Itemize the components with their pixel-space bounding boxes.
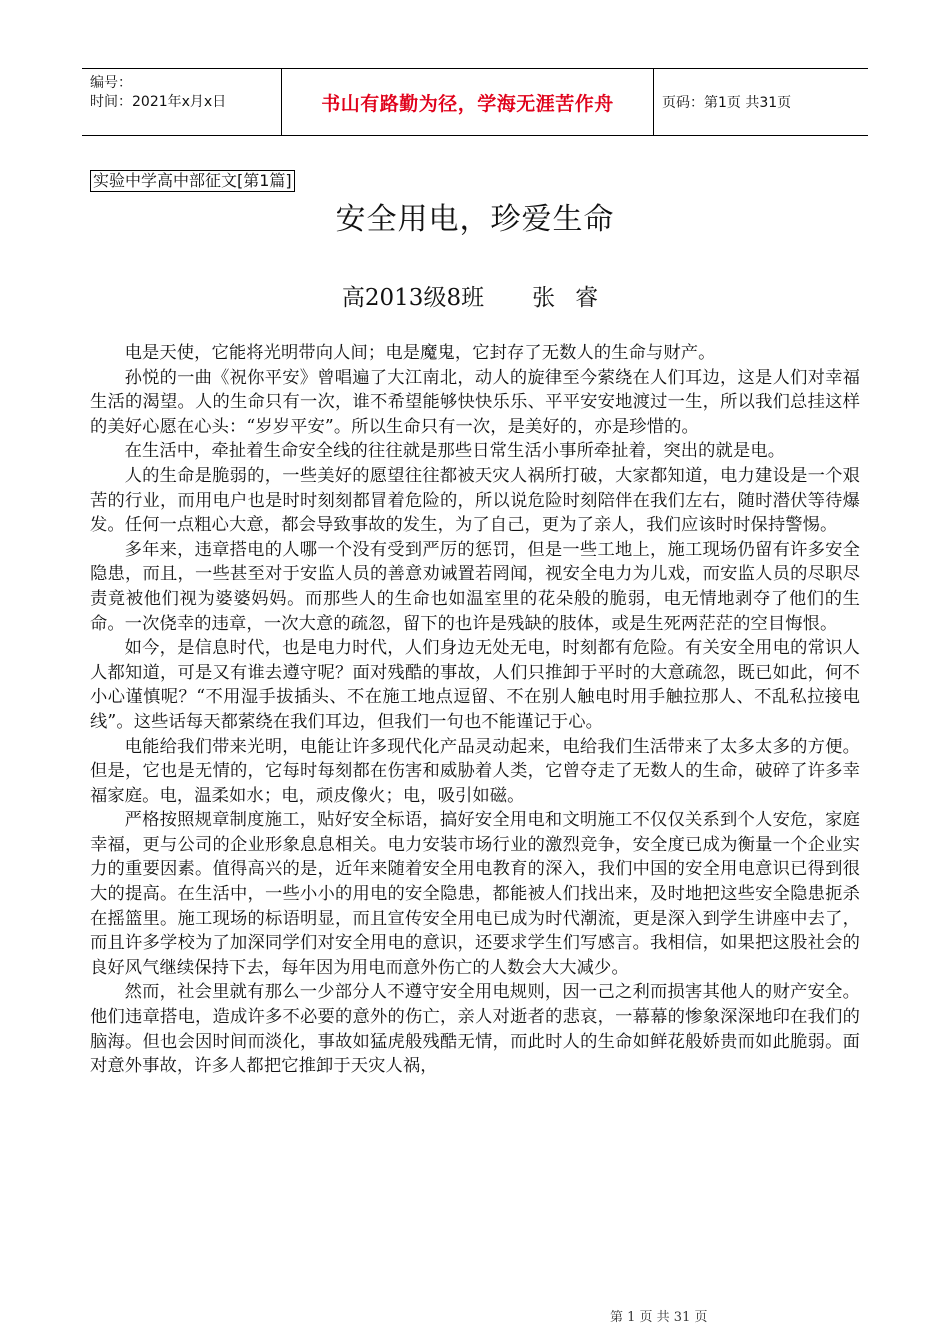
time-label: 时间：2021年x月x日 <box>90 94 227 110</box>
page-title: 安全用电，珍爱生命 <box>335 202 615 237</box>
author-name <box>522 285 608 311</box>
header-motto: 书山有路勤为径，学海无涯苦作舟 <box>282 69 654 135</box>
series-label: 实验中学高中部征文[第1篇] <box>90 170 295 192</box>
byline <box>0 280 950 316</box>
header-page-info: 页码：第1页 共31页 <box>662 95 792 111</box>
paragraph: 多年来，违章搭电的人哪一个没有受到严厉的惩罚，但是一些工地上，施工现场仍留有许多安全隐患，而且，一些甚至对于安监人员的善意劝诫置若罔闻，视安全电力为儿戏，而安监人员的尽职尽责竟被他们视为婆婆妈妈。而那些人的生命也如温室里的花朵般的脆弱，电无情地剥夺了他们的生命。一次侥幸的违章，一次大意的疏忽，留下的也许是残缺的肢体，或是生死两茫茫的空目悔恨。 <box>90 539 860 634</box>
paragraph: 电能给我们带来光明，电能让许多现代化产品灵动起来，电给我们生活带来了太多太多的方便。但是，它也是无情的，它每时每刻都在伤害和威胁着人类，它曾夺走了无数人的生命，破碎了许多幸福家庭。电，温柔如水；电，顽皮像火；电，吸引如磁。 <box>90 736 860 806</box>
paragraph: 严格按照规章制度施工，贴好安全标语，搞好安全用电和文明施工不仅仅关系到个人安危，家庭幸福，更与公司的企业形象息息相关。电力安装市场行业的激烈竞争，安全度已成为衡量一个企业实力的重要因素。值得高兴的是，近年来随着安全用电教育的深入，我们中国的安全用电意识已得到很大的提高。在生活中，一些小小的用电的安全隐患，都能被人们找出来，及时地把这些安全隐患扼杀在摇篮里。施工现场的标语明显，而且宣传安全用电已成为时代潮流，更是深入到学生讲座中去了，而且许多学校为了加深同学们对安全用电的意识，还要求学生们写感言。我相信，如果把这股社会的良好风气继续保持下去，每年因为用电而意外伤亡的人数会大大减少。 <box>90 810 860 978</box>
author-class: 高2013级8班 <box>341 285 485 311</box>
document-header <box>82 68 868 136</box>
author-name-part-1: 张 <box>532 285 556 311</box>
paragraph: 在生活中，牵扯着生命安全线的往往就是那些日常生活小事所牵扯着，突出的就是电。 <box>124 441 786 462</box>
paragraph: 电是天使，它能将光明带向人间；电是魔鬼，它封存了无数人的生命与财产。 <box>124 343 716 363</box>
paragraph: 如今，是信息时代，也是电力时代，人们身边无处无电，时刻都有危险。有关安全用电的常识人人都知道，可是又有谁去遵守呢？面对残酷的事故，人们只推卸于平时的大意疏忽，既已如此，何不小心谨慎呢？“不用湿手拔插头、不在施工地点逗留、不在别人触电时用手触拉那人、不乱私拉接电线”。这些话每天都萦绕在我们耳边，但我们一句也不能谨记于心。 <box>90 638 860 732</box>
header-meta <box>82 69 282 135</box>
paragraph: 人的生命是脆弱的，一些美好的愿望往往都被天灾人祸所打破，大家都知道，电力建设是一个艰苦的行业，而用电户也是时时刻刻都冒着危险的，所以说危险时刻陪伴在我们左右，随时潜伏等待爆发。任何一点粗心大意，都会导致事故的发生，为了自己，更为了亲人，我们应该时时保持警惕。 <box>90 465 860 536</box>
author-name-part-2: 睿 <box>575 285 599 311</box>
paragraph: 然而，社会里就有那么一少部分人不遵守安全用电规则，因一己之利而损害其他人的财产安全。他们违章搭电，造成许多不必要的意外的伤亡，亲人对逝者的悲哀，一幕幕的惨象深深地印在我们的脑海。但也会因时间而淡化，事故如猛虎般残酷无情，而此时人的生命如鲜花般娇贵而如此脆弱。面对意外事故，许多人都把它推卸于天灾人祸， <box>90 982 860 1077</box>
number-label: 编号： <box>90 75 132 91</box>
essay-body <box>90 341 860 1079</box>
paragraph: 孙悦的一曲《祝你平安》曾唱遍了大江南北，动人的旋律至今萦绕在人们耳边，这是人们对幸福生活的渴望。人的生命只有一次，谁不希望能够快快乐乐、平平安安地渡过一生，所以我们总挂这样的美好心愿在心头：“岁岁平安”。所以生命只有一次，是美好的，亦是珍惜的。 <box>90 367 860 437</box>
page-footer: 第 1 页 共 31 页 <box>610 1310 708 1325</box>
